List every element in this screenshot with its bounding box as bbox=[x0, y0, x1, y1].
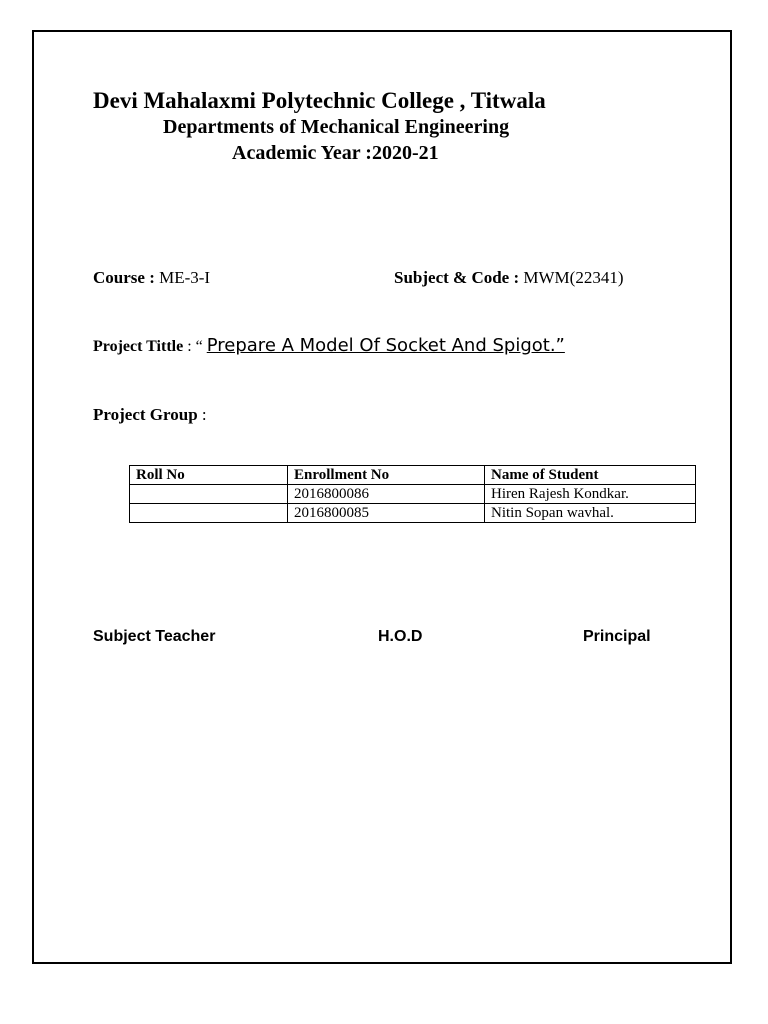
table-row bbox=[130, 485, 696, 504]
enrollment-no-cell: 2016800085 bbox=[288, 504, 485, 523]
roll-no-cell bbox=[130, 504, 288, 523]
student-name-cell: Hiren Rajesh Kondkar. bbox=[485, 485, 696, 504]
course-line bbox=[93, 268, 210, 288]
college-name: Devi Mahalaxmi Polytechnic College , Titwala bbox=[93, 88, 546, 113]
header-student-name: Name of Student bbox=[485, 466, 696, 485]
header-roll-no: Roll No bbox=[130, 466, 288, 485]
project-title-separator: : “ bbox=[183, 338, 207, 355]
academic-year: Academic Year :2020-21 bbox=[232, 142, 439, 164]
department-name: Departments of Mechanical Engineering bbox=[163, 116, 510, 138]
project-group-line bbox=[93, 405, 207, 425]
enrollment-no-cell: 2016800086 bbox=[288, 485, 485, 504]
project-group-label: Project Group bbox=[93, 405, 198, 424]
hod-signature: H.O.D bbox=[378, 628, 423, 645]
table-row bbox=[130, 504, 696, 523]
subject-teacher-signature: Subject Teacher bbox=[93, 628, 216, 645]
course-label: Course : bbox=[93, 268, 155, 287]
project-title-line bbox=[93, 335, 565, 356]
subject-value: MWM(22341) bbox=[519, 268, 624, 287]
student-name-cell: Nitin Sopan wavhal. bbox=[485, 504, 696, 523]
subject-line bbox=[394, 268, 624, 288]
project-title-value: Prepare A Model Of Socket And Spigot.” bbox=[206, 335, 565, 356]
header-enrollment-no: Enrollment No bbox=[288, 466, 485, 485]
project-group-separator: : bbox=[197, 405, 207, 424]
roll-no-cell bbox=[130, 485, 288, 504]
principal-signature: Principal bbox=[583, 628, 651, 645]
students-table bbox=[129, 465, 696, 523]
course-value: ME-3-I bbox=[154, 268, 211, 287]
table-header-row bbox=[130, 466, 696, 485]
subject-label: Subject & Code : bbox=[394, 268, 520, 287]
project-title-label: Project Tittle bbox=[93, 338, 184, 355]
